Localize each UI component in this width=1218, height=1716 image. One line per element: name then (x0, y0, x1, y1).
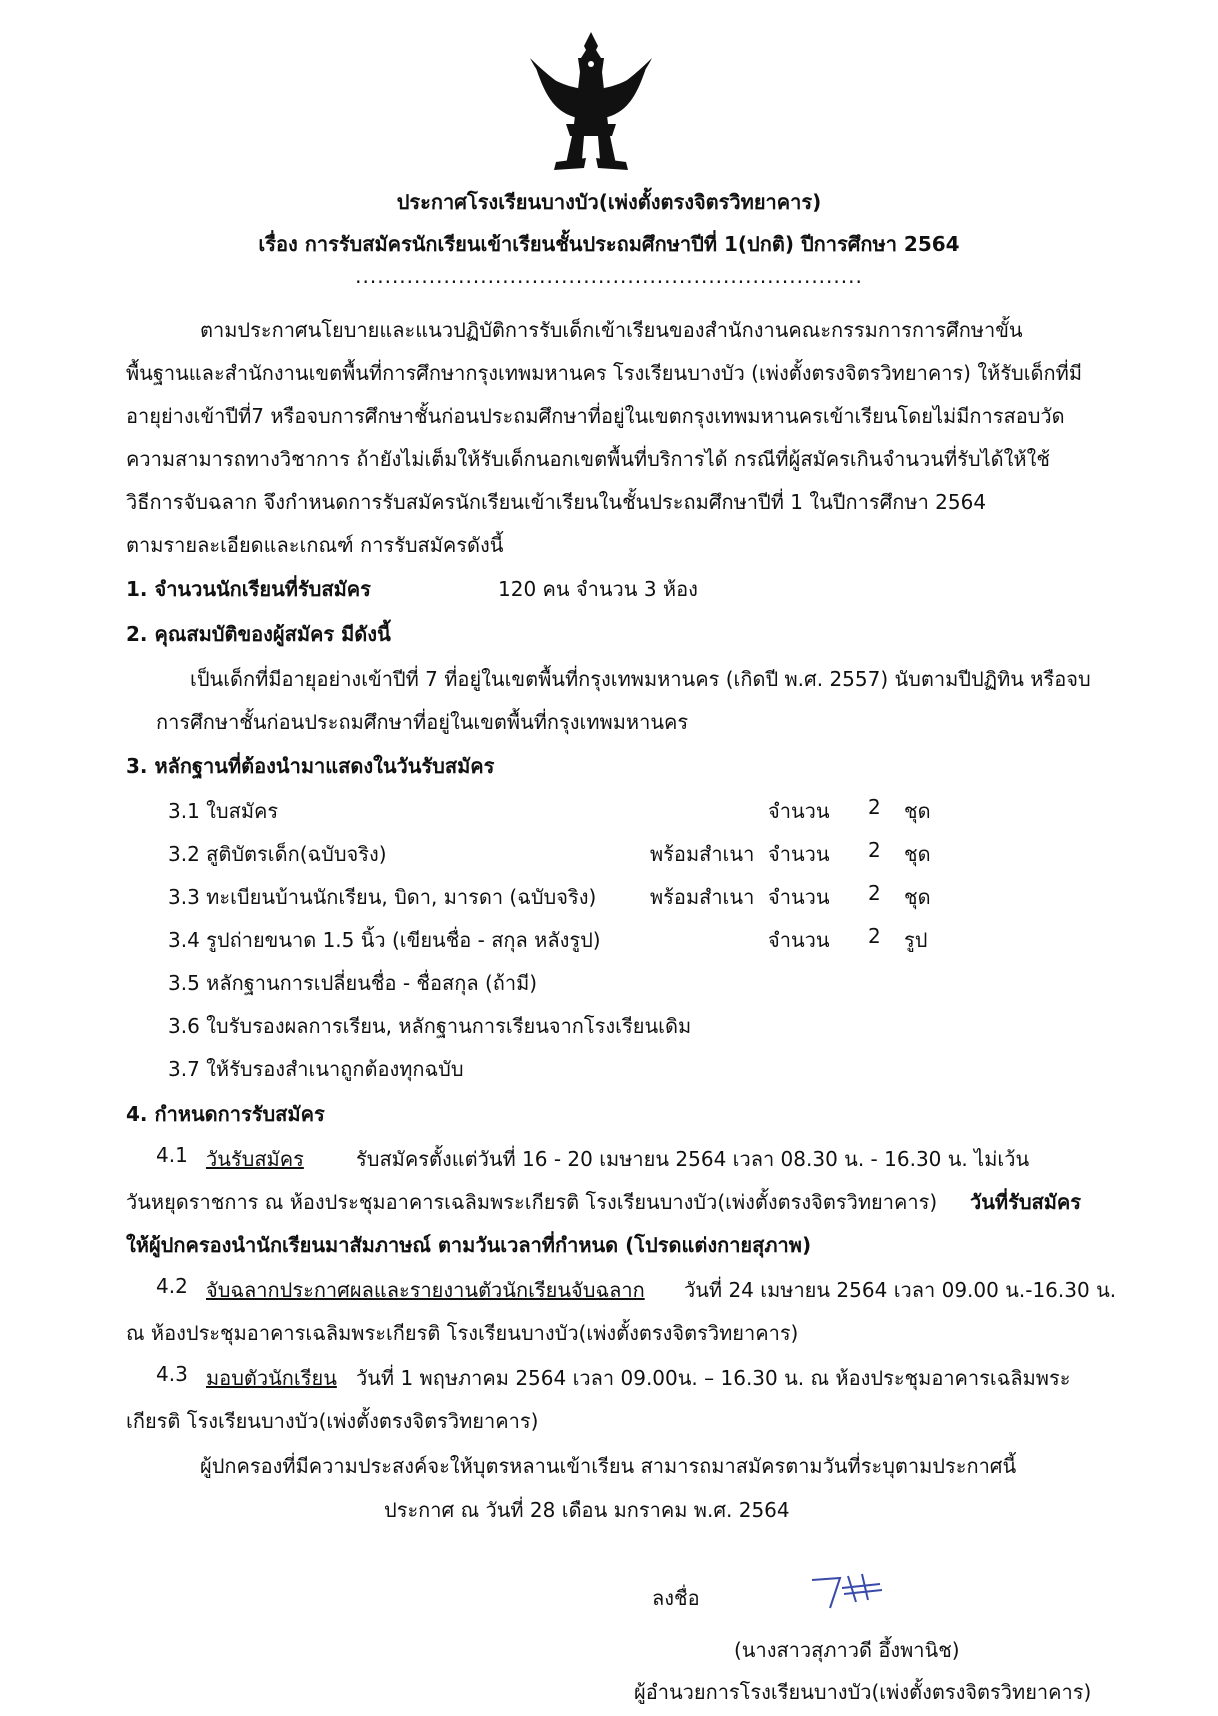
schedule-item-title: มอบตัวนักเรียน (206, 1366, 337, 1390)
intro-line: อายุย่างเข้าปีที่7 หรือจบการศึกษาชั้นก่อนประถมศึกษาที่อยู่ในเขตกรุงเทพมหานครเข้าเรียนโดยไม่มีการสอบวัด (126, 404, 1065, 428)
announce-date: ประกาศ ณ วันที่ 28 เดือน มกราคม พ.ศ. 2564 (384, 1498, 790, 1522)
evidence-item-label: 3.6 ใบรับรองผลการเรียน, หลักฐานการเรียนจากโรงเรียนเดิม (168, 1014, 692, 1038)
schedule-item-num: 4.2 (156, 1274, 188, 1298)
evidence-item-qty: 2 (868, 838, 881, 862)
evidence-item-copy: พร้อมสำเนา (650, 842, 755, 866)
evidence-item-qty: 2 (868, 795, 881, 819)
schedule-item-title: วันรับสมัคร (206, 1147, 304, 1171)
evidence-item-qty-label: จำนวน (768, 799, 830, 823)
evidence-item-copy: พร้อมสำเนา (650, 885, 755, 909)
section-2-line: เป็นเด็กที่มีอายุอย่างเข้าปีที่ 7 ที่อยู่ในเขตพื้นที่กรุงเทพมหานคร (เกิดปี พ.ศ. 2557) นับตามปีปฏิทิน หรือจบ (190, 667, 1091, 691)
section-2-line: การศึกษาชั้นก่อนประถมศึกษาที่อยู่ในเขตพื้นที่กรุงเทพมหานคร (156, 710, 689, 734)
schedule-item-line: ให้ผู้ปกครองนำนักเรียนมาสัมภาษณ์ ตามวันเวลาที่กำหนด (โปรดแต่งกายสุภาพ) (126, 1233, 812, 1257)
evidence-item-label: 3.2 สูติบัตรเด็ก(ฉบับจริง) (168, 842, 387, 866)
evidence-item-qty: 2 (868, 881, 881, 905)
section-4-heading: 4. กำหนดการรับสมัคร (126, 1102, 325, 1126)
schedule-item-line: วันที่ 1 พฤษภาคม 2564 เวลา 09.00น. – 16.30 น. ณ ห้องประชุมอาคารเฉลิมพระ (356, 1366, 1071, 1390)
evidence-item-unit: รูป (904, 928, 928, 952)
intro-line: ตามประกาศนโยบายและแนวปฏิบัติการรับเด็กเข้าเรียนของสำนักงานคณะกรรมการการศึกษาขั้น (200, 318, 1023, 342)
schedule-item-num: 4.1 (156, 1143, 188, 1167)
sign-label: ลงชื่อ (652, 1586, 700, 1610)
evidence-item-unit: ชุด (904, 842, 931, 866)
schedule-item-line: วันที่ 24 เมษายน 2564 เวลา 09.00 น.-16.30 น. (684, 1278, 1117, 1302)
signatory-name: (นางสาวสุภาวดี อึ้งพานิช) (734, 1638, 960, 1662)
schedule-item-line: เกียรติ โรงเรียนบางบัว(เพ่งตั้งตรงจิตรวิทยาคาร) (126, 1409, 539, 1433)
evidence-item-label: 3.4 รูปถ่ายขนาด 1.5 นิ้ว (เขียนชื่อ - สกุล หลังรูป) (168, 928, 601, 952)
schedule-item-title: จับฉลากประกาศผลและรายงานตัวนักเรียนจับฉลาก (206, 1278, 645, 1302)
intro-line: วิธีการจับฉลาก จึงกำหนดการรับสมัครนักเรียนเข้าเรียนในชั้นประถมศึกษาปีที่ 1 ในปีการศึกษา 2564 (126, 490, 987, 514)
evidence-item-unit: ชุด (904, 885, 931, 909)
closing-statement: ผู้ปกครองที่มีความประสงค์จะให้บุตรหลานเข้าเรียน สามารถมาสมัครตามวันที่ระบุตามประกาศนี้ (200, 1454, 1017, 1478)
announcement-title: ประกาศโรงเรียนบางบัว(เพ่งตั้งตรงจิตรวิทยาคาร) (396, 190, 822, 214)
garuda-emblem-icon (526, 28, 656, 172)
schedule-item-line: ณ ห้องประชุมอาคารเฉลิมพระเกียรติ โรงเรียนบางบัว(เพ่งตั้งตรงจิตรวิทยาคาร) (126, 1321, 799, 1345)
section-2-heading: 2. คุณสมบัติของผู้สมัคร มีดังนี้ (126, 622, 391, 646)
schedule-item-line: วันหยุดราชการ ณ ห้องประชุมอาคารเฉลิมพระเกียรติ โรงเรียนบางบัว(เพ่งตั้งตรงจิตรวิทยาคาร) (126, 1190, 938, 1214)
intro-line: พื้นฐานและสำนักงานเขตพื้นที่การศึกษากรุงเทพมหานคร โรงเรียนบางบัว (เพ่งตั้งตรงจิตรวิทยาคาร) ให้รับเด็กที่มี (126, 361, 1083, 385)
schedule-item-num: 4.3 (156, 1362, 188, 1386)
section-1-value: 120 คน จำนวน 3 ห้อง (498, 577, 698, 601)
evidence-item-label: 3.5 หลักฐานการเปลี่ยนชื่อ - ชื่อสกุล (ถ้ามี) (168, 971, 538, 995)
evidence-item-label: 3.7 ให้รับรองสำเนาถูกต้องทุกฉบับ (168, 1057, 464, 1081)
intro-line: ความสามารถทางวิชาการ ถ้ายังไม่เต็มให้รับเด็กนอกเขตพื้นที่บริการได้ กรณีที่ผู้สมัครเกินจำนวนที่รับได้ให้ใช้ (126, 447, 1050, 471)
section-3-heading: 3. หลักฐานที่ต้องนำมาแสดงในวันรับสมัคร (126, 754, 495, 778)
evidence-item-unit: ชุด (904, 799, 931, 823)
header-divider: ..................................................................... (355, 264, 863, 288)
evidence-item-qty-label: จำนวน (768, 928, 830, 952)
evidence-item-qty-label: จำนวน (768, 885, 830, 909)
intro-line: ตามรายละเอียดและเกณฑ์ การรับสมัครดังนี้ (126, 533, 504, 557)
evidence-item-qty-label: จำนวน (768, 842, 830, 866)
signature-mark (808, 1572, 894, 1612)
evidence-item-label: 3.1 ใบสมัคร (168, 799, 279, 823)
section-1-heading: 1. จำนวนนักเรียนที่รับสมัคร (126, 577, 371, 601)
announcement-subject: เรื่อง การรับสมัครนักเรียนเข้าเรียนชั้นประถมศึกษาปีที่ 1(ปกติ) ปีการศึกษา 2564 (258, 232, 960, 256)
schedule-item-line: รับสมัครตั้งแต่วันที่ 16 - 20 เมษายน 2564 เวลา 08.30 น. - 16.30 น. ไม่เว้น (356, 1147, 1030, 1171)
evidence-item-label: 3.3 ทะเบียนบ้านนักเรียน, บิดา, มารดา (ฉบับจริง) (168, 885, 597, 909)
signatory-position: ผู้อำนวยการโรงเรียนบางบัว(เพ่งตั้งตรงจิตรวิทยาคาร) (634, 1680, 1092, 1704)
schedule-item-emphasis: วันที่รับสมัคร (970, 1190, 1082, 1214)
evidence-item-qty: 2 (868, 924, 881, 948)
